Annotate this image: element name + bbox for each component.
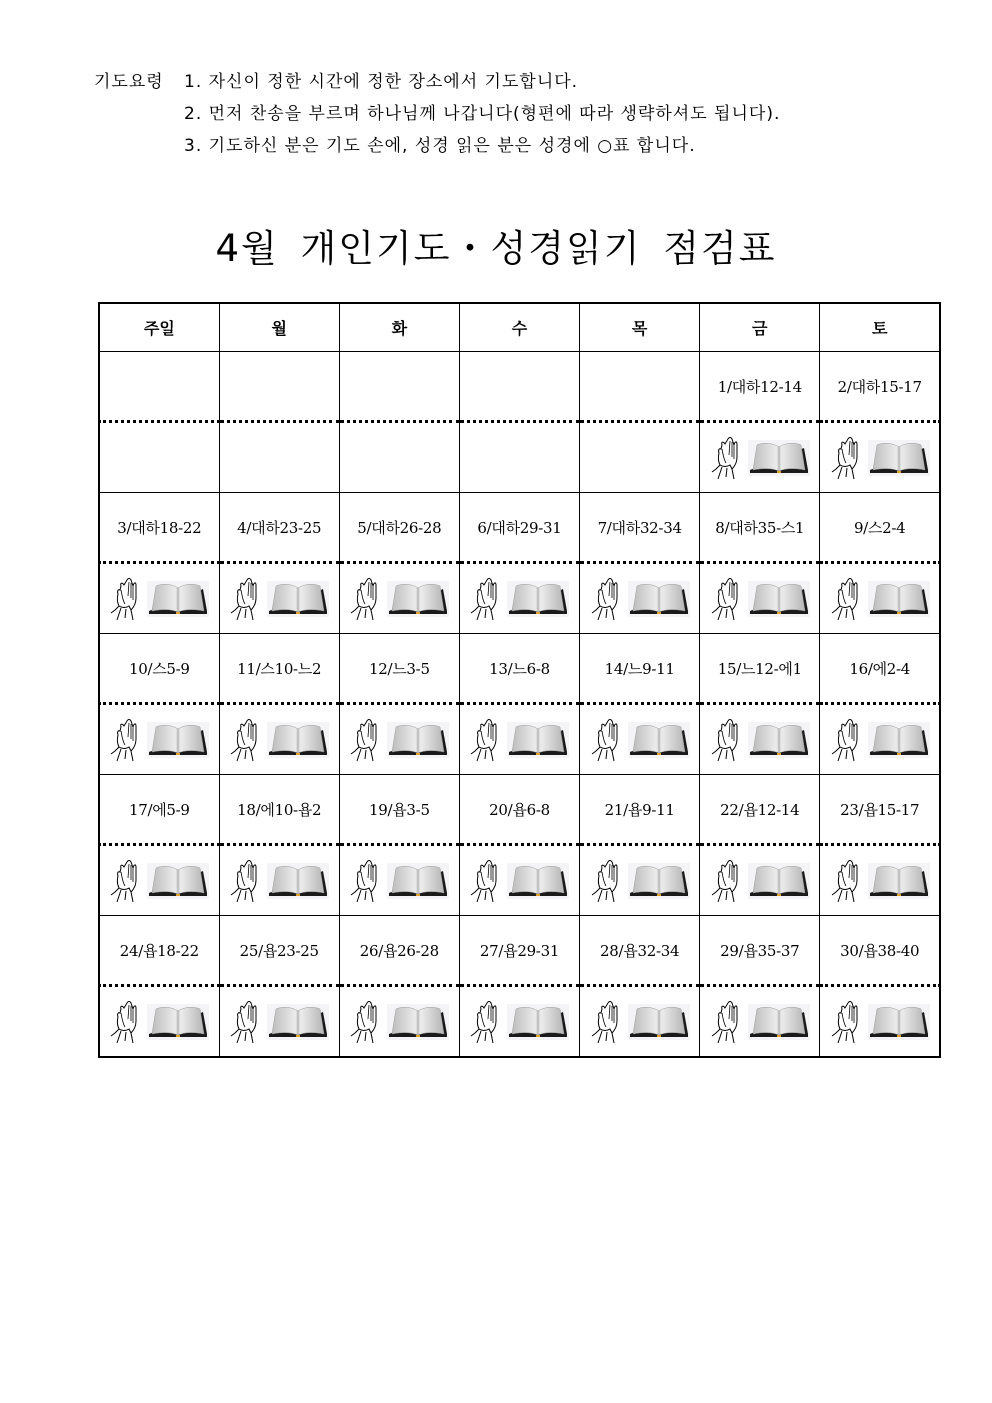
praying-hands-icon[interactable] [710, 858, 742, 904]
check-icons [710, 858, 810, 904]
reading-cell-monday: 11/스10-느2 [219, 634, 339, 704]
check-row-week-2 [99, 563, 940, 634]
praying-hands-icon[interactable] [590, 717, 622, 763]
praying-hands-icon[interactable] [349, 576, 381, 622]
check-icons [229, 576, 329, 622]
praying-hands-icon[interactable] [469, 576, 501, 622]
reading-cell-thursday: 28/욥32-34 [580, 916, 700, 986]
check-cell-tuesday [339, 422, 459, 493]
header-friday: 금 [700, 303, 820, 352]
check-cell-wednesday[interactable] [459, 704, 579, 775]
header-monday: 월 [219, 303, 339, 352]
open-bible-icon[interactable] [628, 581, 690, 617]
check-icons [349, 858, 449, 904]
check-icons [830, 717, 930, 763]
reading-cell-saturday: 30/욥38-40 [820, 916, 940, 986]
check-cell-thursday [580, 422, 700, 493]
check-icons [109, 999, 209, 1045]
check-cell-saturday[interactable] [820, 986, 940, 1058]
reading-cell-tuesday [339, 352, 459, 422]
praying-hands-icon[interactable] [349, 999, 381, 1045]
open-bible-icon[interactable] [267, 722, 329, 758]
guideline-text: 1. 자신이 정한 시간에 정한 장소에서 기도합니다. [184, 72, 579, 92]
open-bible-icon[interactable] [628, 1004, 690, 1040]
reading-cell-thursday: 14/느9-11 [580, 634, 700, 704]
praying-hands-icon[interactable] [109, 858, 141, 904]
check-cell-friday[interactable] [700, 704, 820, 775]
reading-cell-sunday: 17/에5-9 [99, 775, 219, 845]
open-bible-icon[interactable] [267, 863, 329, 899]
check-cell-saturday[interactable] [820, 563, 940, 634]
page-title: 4월 개인기도・성경읽기 점검표 [215, 227, 777, 270]
check-icons [109, 717, 209, 763]
open-bible-icon[interactable] [868, 722, 930, 758]
praying-hands-icon[interactable] [109, 717, 141, 763]
praying-hands-icon[interactable] [590, 999, 622, 1045]
reading-cell-wednesday: 20/욥6-8 [459, 775, 579, 845]
check-cell-monday[interactable] [219, 845, 339, 916]
open-bible-icon[interactable] [507, 722, 569, 758]
checklist-body [99, 352, 940, 1058]
check-icons [830, 435, 930, 481]
reading-cell-saturday: 2/대하15-17 [820, 352, 940, 422]
check-cell-wednesday [459, 422, 579, 493]
check-row-week-4 [99, 845, 940, 916]
reading-cell-friday: 15/느12-에1 [700, 634, 820, 704]
check-cell-tuesday[interactable] [339, 845, 459, 916]
check-cell-sunday [99, 422, 219, 493]
check-row-week-3 [99, 704, 940, 775]
check-cell-thursday[interactable] [580, 986, 700, 1058]
check-icons [830, 858, 930, 904]
praying-hands-icon[interactable] [710, 999, 742, 1045]
check-cell-friday[interactable] [700, 563, 820, 634]
check-cell-thursday[interactable] [580, 563, 700, 634]
check-icons [349, 999, 449, 1045]
check-cell-saturday[interactable] [820, 845, 940, 916]
praying-hands-icon[interactable] [229, 858, 261, 904]
check-icons [349, 576, 449, 622]
praying-hands-icon[interactable] [830, 858, 862, 904]
guideline-1 [94, 66, 780, 98]
praying-hands-icon[interactable] [710, 717, 742, 763]
check-icons [469, 858, 569, 904]
reading-cell-thursday: 7/대하32-34 [580, 493, 700, 563]
check-icons [590, 999, 690, 1045]
praying-hands-icon[interactable] [830, 999, 862, 1045]
check-cell-sunday[interactable] [99, 845, 219, 916]
check-icons [830, 576, 930, 622]
praying-hands-icon[interactable] [590, 576, 622, 622]
reading-cell-sunday: 3/대하18-22 [99, 493, 219, 563]
praying-hands-icon[interactable] [710, 435, 742, 481]
check-cell-saturday[interactable] [820, 704, 940, 775]
open-bible-icon[interactable] [147, 722, 209, 758]
check-cell-sunday[interactable] [99, 704, 219, 775]
check-cell-tuesday[interactable] [339, 563, 459, 634]
header-thursday: 목 [580, 303, 700, 352]
check-cell-thursday[interactable] [580, 704, 700, 775]
check-row-week-1 [99, 422, 940, 493]
praying-hands-icon[interactable] [469, 999, 501, 1045]
open-bible-icon[interactable] [387, 722, 449, 758]
praying-hands-icon[interactable] [830, 435, 862, 481]
praying-hands-icon[interactable] [229, 717, 261, 763]
reading-cell-saturday: 9/스2-4 [820, 493, 940, 563]
open-bible-icon[interactable] [868, 440, 930, 476]
reading-cell-friday: 29/욥35-37 [700, 916, 820, 986]
reading-cell-monday: 4/대하23-25 [219, 493, 339, 563]
check-cell-tuesday[interactable] [339, 704, 459, 775]
reading-cell-friday: 22/욥12-14 [700, 775, 820, 845]
reading-row-week-3 [99, 634, 940, 704]
guideline-text: 2. 먼저 찬송을 부르며 하나님께 나갑니다(형편에 따라 생략하셔도 됩니다). [184, 104, 781, 124]
praying-hands-icon[interactable] [469, 858, 501, 904]
check-icons [710, 435, 810, 481]
open-bible-icon[interactable] [267, 1004, 329, 1040]
reading-cell-tuesday: 5/대하26-28 [339, 493, 459, 563]
check-icons [590, 576, 690, 622]
praying-hands-icon[interactable] [469, 717, 501, 763]
open-bible-icon[interactable] [868, 863, 930, 899]
open-bible-icon[interactable] [387, 1004, 449, 1040]
guideline-2 [94, 98, 780, 130]
check-icons [710, 717, 810, 763]
reading-cell-monday: 25/욥23-25 [219, 916, 339, 986]
check-cell-sunday[interactable] [99, 986, 219, 1058]
check-icons [349, 717, 449, 763]
open-bible-icon[interactable] [387, 581, 449, 617]
check-icons [229, 999, 329, 1045]
check-cell-thursday[interactable] [580, 845, 700, 916]
check-cell-saturday[interactable] [820, 422, 940, 493]
reading-cell-thursday [580, 352, 700, 422]
open-bible-icon[interactable] [748, 581, 810, 617]
open-bible-icon[interactable] [387, 863, 449, 899]
check-icons [590, 858, 690, 904]
open-bible-icon[interactable] [507, 1004, 569, 1040]
guideline-3 [94, 130, 780, 162]
prayer-guidelines [94, 66, 780, 162]
check-row-week-5 [99, 986, 940, 1058]
check-icons [590, 717, 690, 763]
check-icons [469, 999, 569, 1045]
header-tuesday: 화 [339, 303, 459, 352]
reading-cell-wednesday [459, 352, 579, 422]
check-cell-friday[interactable] [700, 986, 820, 1058]
reading-cell-monday [219, 352, 339, 422]
praying-hands-icon[interactable] [229, 999, 261, 1045]
reading-cell-friday: 1/대하12-14 [700, 352, 820, 422]
reading-cell-tuesday: 26/욥26-28 [339, 916, 459, 986]
open-bible-icon[interactable] [628, 722, 690, 758]
open-bible-icon[interactable] [748, 1004, 810, 1040]
reading-cell-saturday: 23/욥15-17 [820, 775, 940, 845]
open-bible-icon[interactable] [748, 722, 810, 758]
praying-hands-icon[interactable] [109, 576, 141, 622]
praying-hands-icon[interactable] [830, 717, 862, 763]
check-cell-monday[interactable] [219, 563, 339, 634]
check-icons [229, 858, 329, 904]
reading-cell-sunday: 10/스5-9 [99, 634, 219, 704]
reading-row-week-4 [99, 775, 940, 845]
reading-cell-wednesday: 27/욥29-31 [459, 916, 579, 986]
check-icons [469, 576, 569, 622]
header-saturday: 토 [820, 303, 940, 352]
praying-hands-icon[interactable] [349, 717, 381, 763]
reading-cell-friday: 8/대하35-스1 [700, 493, 820, 563]
reading-row-week-2 [99, 493, 940, 563]
reading-cell-tuesday: 19/욥3-5 [339, 775, 459, 845]
reading-cell-saturday: 16/에2-4 [820, 634, 940, 704]
praying-hands-icon[interactable] [710, 576, 742, 622]
open-bible-icon[interactable] [507, 581, 569, 617]
open-bible-icon[interactable] [868, 1004, 930, 1040]
open-bible-icon[interactable] [628, 863, 690, 899]
header-wednesday: 수 [459, 303, 579, 352]
check-cell-monday[interactable] [219, 704, 339, 775]
open-bible-icon[interactable] [147, 1004, 209, 1040]
check-icons [710, 999, 810, 1045]
open-bible-icon[interactable] [147, 581, 209, 617]
checklist-table [98, 302, 941, 1058]
check-icons [109, 858, 209, 904]
check-icons [109, 576, 209, 622]
reading-row-week-5 [99, 916, 940, 986]
open-bible-icon[interactable] [507, 863, 569, 899]
reading-cell-sunday [99, 352, 219, 422]
reading-cell-sunday: 24/욥18-22 [99, 916, 219, 986]
praying-hands-icon[interactable] [349, 858, 381, 904]
open-bible-icon[interactable] [147, 863, 209, 899]
reading-cell-thursday: 21/욥9-11 [580, 775, 700, 845]
check-cell-friday[interactable] [700, 845, 820, 916]
weekday-header-row [99, 303, 940, 352]
check-cell-wednesday[interactable] [459, 845, 579, 916]
check-cell-monday[interactable] [219, 986, 339, 1058]
check-cell-sunday[interactable] [99, 563, 219, 634]
reading-cell-wednesday: 13/느6-8 [459, 634, 579, 704]
header-sunday: 주일 [99, 303, 219, 352]
reading-cell-wednesday: 6/대하29-31 [459, 493, 579, 563]
open-bible-icon[interactable] [868, 581, 930, 617]
praying-hands-icon[interactable] [830, 576, 862, 622]
open-bible-icon[interactable] [748, 440, 810, 476]
check-icons [229, 717, 329, 763]
check-icons [469, 717, 569, 763]
check-cell-friday[interactable] [700, 422, 820, 493]
guidelines-label: 기도요령 [94, 72, 164, 92]
open-bible-icon[interactable] [748, 863, 810, 899]
praying-hands-icon[interactable] [229, 576, 261, 622]
check-cell-wednesday[interactable] [459, 986, 579, 1058]
reading-row-week-1 [99, 352, 940, 422]
check-icons [830, 999, 930, 1045]
check-cell-monday [219, 422, 339, 493]
check-icons [710, 576, 810, 622]
praying-hands-icon[interactable] [590, 858, 622, 904]
reading-cell-monday: 18/에10-욥2 [219, 775, 339, 845]
open-bible-icon[interactable] [267, 581, 329, 617]
guideline-text: 3. 기도하신 분은 기도 손에, 성경 읽은 분은 성경에 ○표 합니다. [184, 136, 696, 156]
praying-hands-icon[interactable] [109, 999, 141, 1045]
check-cell-wednesday[interactable] [459, 563, 579, 634]
check-cell-tuesday[interactable] [339, 986, 459, 1058]
reading-cell-tuesday: 12/느3-5 [339, 634, 459, 704]
